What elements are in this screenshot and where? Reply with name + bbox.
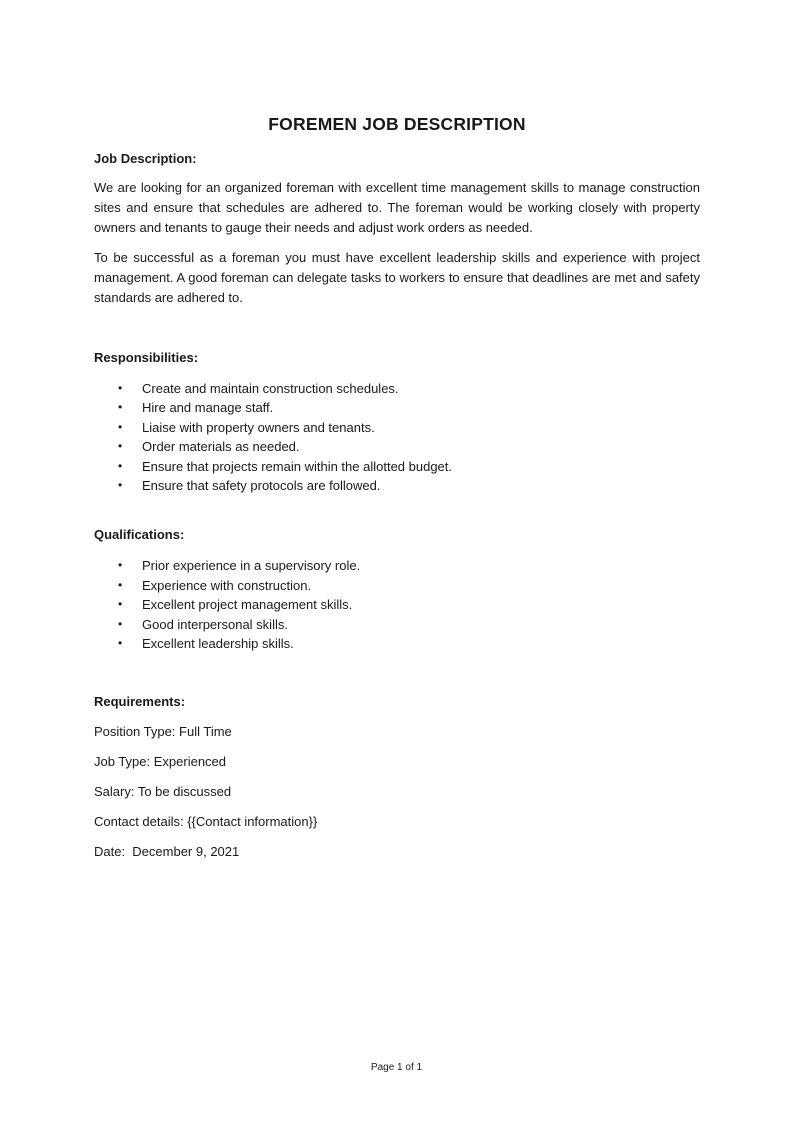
bullet-icon: • xyxy=(118,458,123,473)
list-item-text: Ensure that safety protocols are followed. xyxy=(142,478,381,494)
bullet-icon: • xyxy=(118,439,123,454)
list-item-text: Experience with construction. xyxy=(142,577,312,593)
list-item xyxy=(94,437,700,456)
qualifications-heading: Qualifications: xyxy=(94,527,185,543)
bullet-icon: • xyxy=(118,419,123,434)
job-description-paragraph-1: We are looking for an organized foreman with excellent time management skills to manage construction sites and ensure that schedules are adhered to. The foreman would be working closely with property owners and tenants to gauge their needs and adjust work orders as needed. xyxy=(94,180,700,235)
list-item xyxy=(94,556,700,575)
job-type-line: Job Type: Experienced xyxy=(94,754,227,770)
responsibilities-list xyxy=(94,379,700,495)
list-item xyxy=(94,615,700,634)
bullet-icon: • xyxy=(118,577,123,592)
list-item-text: Good interpersonal skills. xyxy=(142,616,288,632)
page-number-label: Page 1 of 1 xyxy=(370,1062,423,1073)
list-item-text: Excellent leadership skills. xyxy=(142,636,294,652)
bullet-icon: • xyxy=(118,597,123,612)
list-item-text: Order materials as needed. xyxy=(142,439,300,455)
list-item-text: Hire and manage staff. xyxy=(142,400,274,416)
list-item xyxy=(94,398,700,417)
list-item xyxy=(94,595,700,614)
qualifications-section xyxy=(94,526,700,653)
list-item xyxy=(94,379,700,398)
bullet-icon: • xyxy=(118,381,123,395)
document-page xyxy=(94,112,700,861)
requirements-section xyxy=(94,693,700,861)
job-description-section xyxy=(94,150,700,308)
bullet-icon: • xyxy=(118,478,123,493)
list-item xyxy=(94,418,700,437)
page-footer xyxy=(0,1061,793,1075)
date-line: Date: December 9, 2021 xyxy=(94,844,240,860)
position-type-line: Position Type: Full Time xyxy=(94,724,232,740)
list-item-text: Excellent project management skills. xyxy=(142,597,353,613)
list-item-text: Ensure that projects remain within the allotted budget. xyxy=(142,458,453,474)
list-item-text: Create and maintain construction schedules. xyxy=(142,381,399,396)
bullet-icon: • xyxy=(118,558,123,573)
responsibilities-heading: Responsibilities: xyxy=(94,350,199,365)
qualifications-list xyxy=(94,556,700,653)
list-item xyxy=(94,576,700,595)
salary-line: Salary: To be discussed xyxy=(94,784,232,800)
bullet-icon: • xyxy=(118,636,123,651)
bullet-icon: • xyxy=(118,400,123,415)
list-item-text: Liaise with property owners and tenants. xyxy=(142,419,375,435)
job-description-heading: Job Description: xyxy=(94,151,197,166)
requirements-heading: Requirements: xyxy=(94,694,186,710)
list-item xyxy=(94,634,700,653)
bullet-icon: • xyxy=(118,616,123,631)
responsibilities-section xyxy=(94,349,700,495)
list-item-text: Prior experience in a supervisory role. xyxy=(142,558,361,574)
document-title: FOREMEN JOB DESCRIPTION xyxy=(268,114,526,134)
list-item xyxy=(94,476,700,495)
job-description-paragraph-2: To be successful as a foreman you must have excellent leadership skills and experience with project management. A good foreman can delegate tasks to workers to ensure that deadlines are met and safety standards are adhered to. xyxy=(94,250,700,305)
list-item xyxy=(94,457,700,476)
contact-details-line: Contact details: {{Contact information}} xyxy=(94,814,318,830)
